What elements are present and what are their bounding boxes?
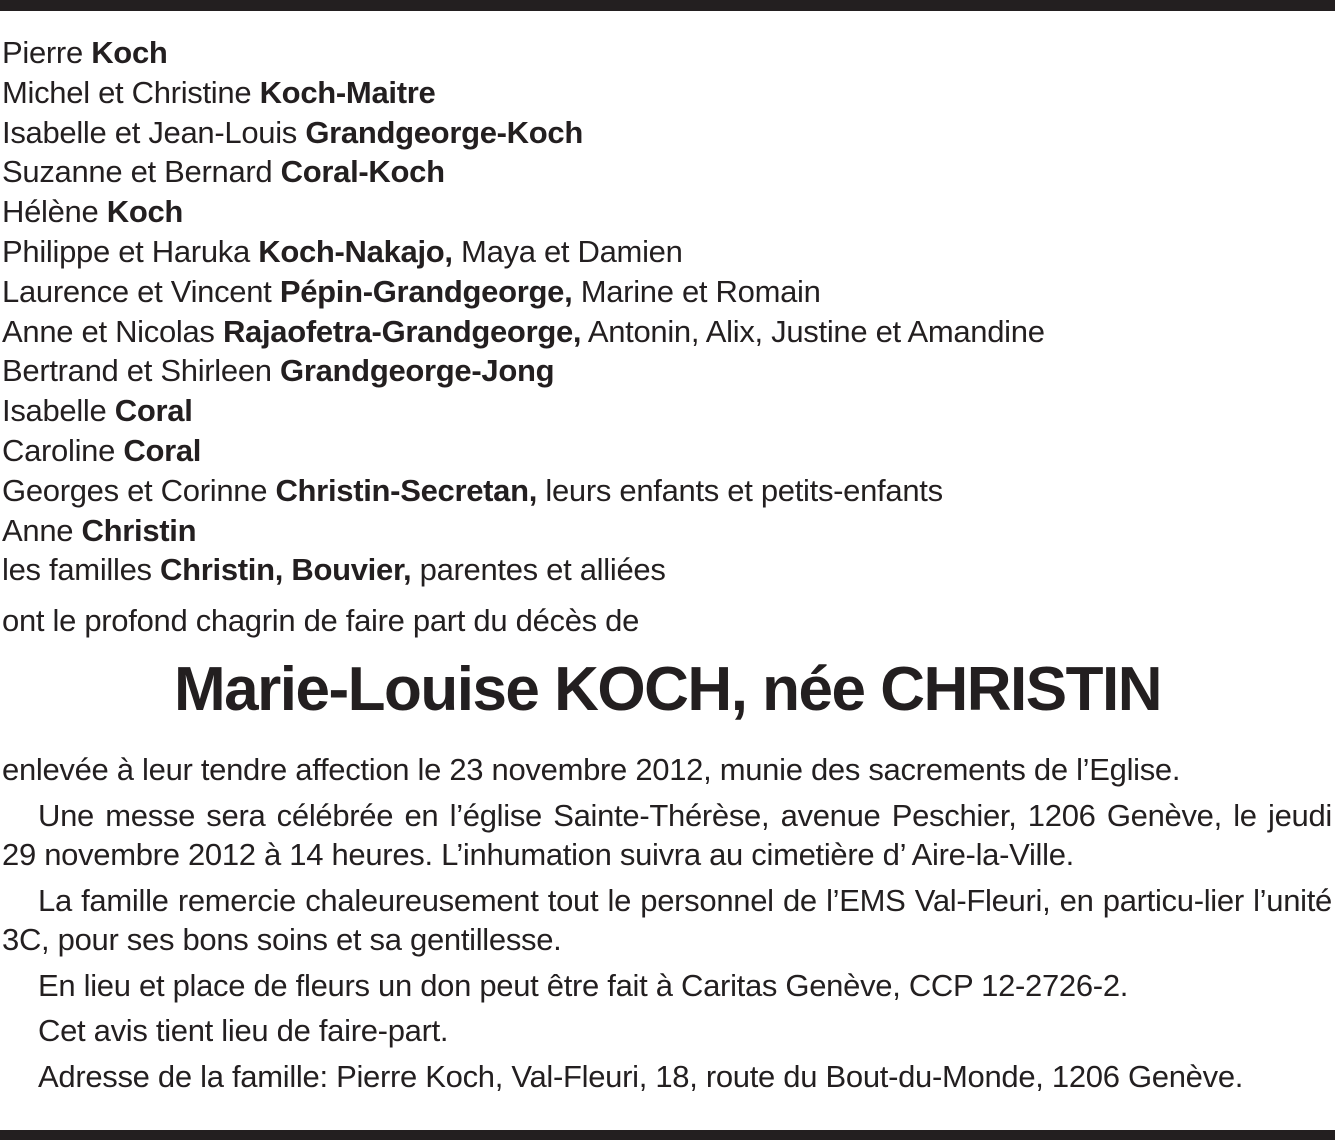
- mourner-line: Anne Christin: [2, 512, 197, 548]
- family-name: Coral: [114, 393, 193, 429]
- family-name: Grandgeorge-Jong: [280, 353, 555, 389]
- donation-paragraph: En lieu et place de fleurs un don peut être fait à Caritas Genève, CCP 12-2726-2.: [38, 967, 1129, 1003]
- family-name: Rajaofetra-Grandgeorge,: [222, 313, 582, 349]
- family-name: Koch: [106, 194, 184, 230]
- mourner-line: Hélène Koch: [2, 194, 184, 230]
- mourner-line: Anne et Nicolas Rajaofetra-Grandgeorge, Antonin, Alix, Justine et Amandine: [2, 313, 1045, 349]
- family-name: Koch: [91, 35, 168, 70]
- mourner-line: Michel et Christine Koch-Maitre: [2, 74, 436, 110]
- family-name: Christin-Secretan,: [275, 472, 538, 508]
- family-name: Coral: [123, 432, 202, 468]
- thanks-paragraph: La famille remercie chaleureusement tout le personnel de l’EMS Val-Fleuri, en particu-lier l’unité 3C, pour ses bons soins et sa gentillesse.: [2, 882, 1332, 957]
- death-statement: enlevée à leur tendre affection le 23 novembre 2012, munie des sacrements de l’Eglise.: [2, 752, 1181, 787]
- family-name: Christin, Bouvier,: [160, 552, 412, 588]
- announcement-intro: ont le profond chagrin de faire part du décès de: [2, 603, 640, 638]
- family-name: Coral-Koch: [280, 154, 445, 190]
- family-name: Christin: [81, 512, 197, 548]
- family-name: Koch-Nakajo,: [258, 233, 453, 269]
- family-name: Koch-Maitre: [259, 74, 436, 110]
- mourner-line: Isabelle Coral: [2, 393, 193, 429]
- mourner-line: Pierre Koch: [2, 35, 168, 70]
- bottom-rule: [0, 1130, 1335, 1140]
- mourner-line: les familles Christin, Bouvier, parentes et alliées: [2, 552, 666, 588]
- family-name: Pépin-Grandgeorge,: [279, 273, 573, 309]
- funeral-mass-paragraph: Une messe sera célébrée en l’église Sainte-Thérèse, avenue Peschier, 1206 Genève, le jeudi 29 novembre 2012 à 14 heures. L’inhumation suivra au cimetière d’ Aire-la-Ville.: [2, 797, 1332, 872]
- mourners-list: [2, 33, 1332, 590]
- family-address: Adresse de la famille: Pierre Koch, Val-Fleuri, 18, route du Bout-du-Monde, 1206 Genève.: [38, 1058, 1244, 1094]
- top-rule: [0, 0, 1335, 11]
- mourner-line: Bertrand et Shirleen Grandgeorge-Jong: [2, 353, 555, 389]
- deceased-name: Marie-Louise KOCH, née CHRISTIN: [174, 655, 1161, 724]
- mourner-line: Suzanne et Bernard Coral-Koch: [2, 154, 445, 190]
- mourner-line: Philippe et Haruka Koch-Nakajo, Maya et Damien: [2, 233, 683, 269]
- notice-body: [2, 750, 1332, 1096]
- mourner-line: Caroline Coral: [2, 432, 202, 468]
- mourner-line: Isabelle et Jean-Louis Grandgeorge-Koch: [2, 114, 583, 150]
- mourner-line: Georges et Corinne Christin-Secretan, leurs enfants et petits-enfants: [2, 472, 943, 508]
- family-name: Grandgeorge-Koch: [305, 114, 583, 150]
- notice-paragraph: Cet avis tient lieu de faire-part.: [38, 1013, 449, 1048]
- mourner-line: Laurence et Vincent Pépin-Grandgeorge, Marine et Romain: [2, 273, 821, 309]
